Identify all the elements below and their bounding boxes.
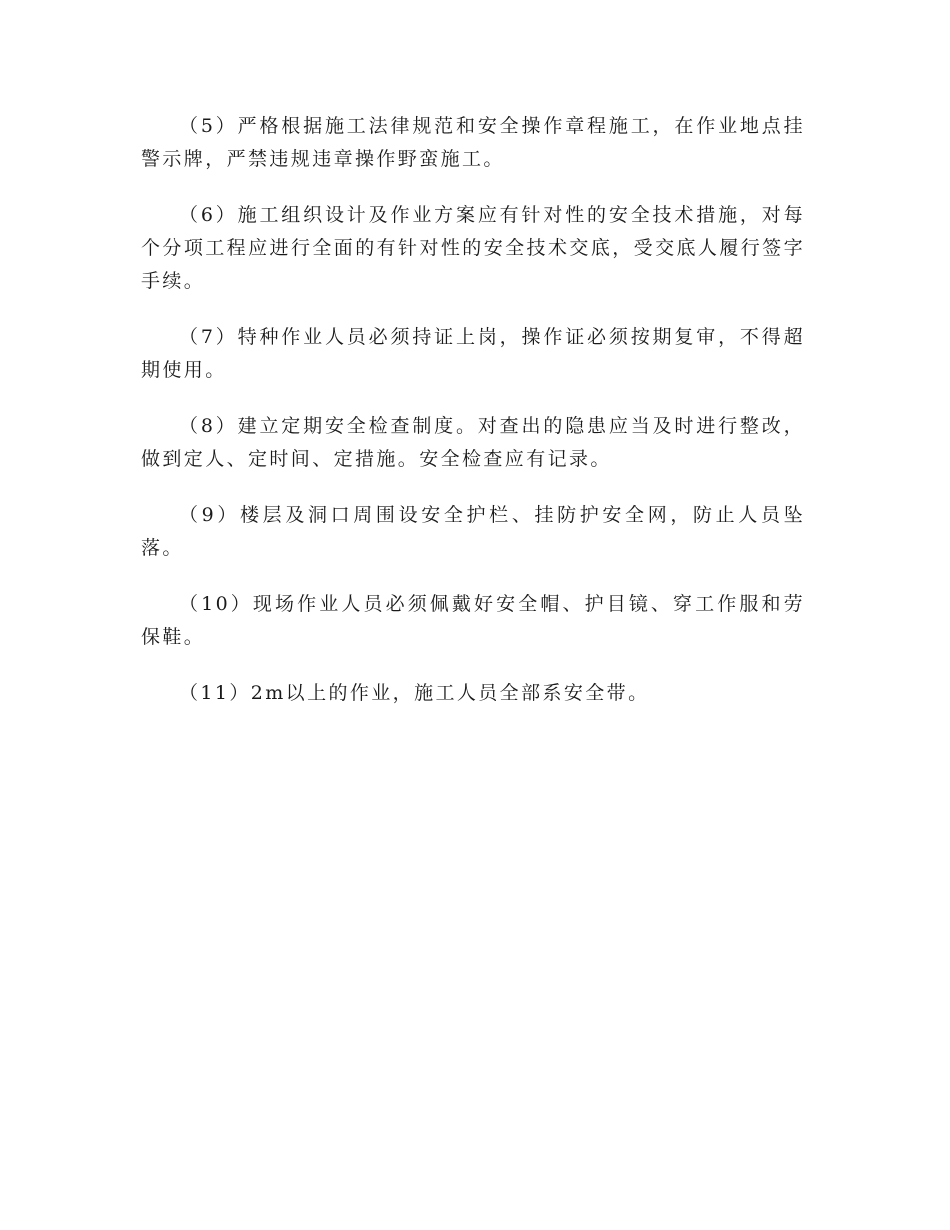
paragraph-7: （7）特种作业人员必须持证上岗，操作证必须按期复审，不得超期使用。	[141, 326, 805, 381]
paragraph-9: （9）楼层及洞口周围设安全护栏、挂防护安全网，防止人员坠落。	[141, 504, 805, 559]
paragraph-5: （5）严格根据施工法律规范和安全操作章程施工，在作业地点挂警示牌，严禁违规违章操作野蛮施工。	[141, 115, 805, 170]
paragraph-8: （8）建立定期安全检查制度。对查出的隐患应当及时进行整改，做到定人、定时间、定措施。安全检查应有记录。	[141, 415, 805, 470]
document-body	[141, 110, 805, 733]
paragraph-10: （10）现场作业人员必须佩戴好安全帽、护目镜、穿工作服和劳保鞋。	[141, 593, 805, 648]
paragraph-6: （6）施工组织设计及作业方案应有针对性的安全技术措施，对每个分项工程应进行全面的有针对性的安全技术交底，受交底人履行签字手续。	[141, 204, 805, 292]
paragraph-11: （11）2m以上的作业，施工人员全部系安全带。	[179, 682, 650, 704]
